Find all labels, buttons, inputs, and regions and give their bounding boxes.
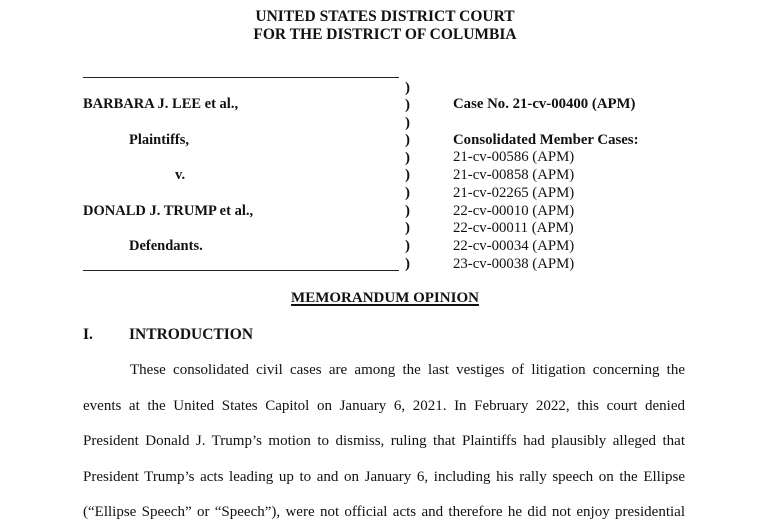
member-case: 22-cv-00011 (APM) — [453, 220, 574, 236]
paren: ) — [405, 132, 410, 148]
paren: ) — [405, 150, 410, 166]
paren: ) — [405, 167, 410, 183]
court-district: FOR THE DISTRICT OF COLUMBIA — [253, 26, 517, 43]
paren: ) — [405, 185, 410, 201]
paren: ) — [405, 203, 410, 219]
member-case: 23-cv-00038 (APM) — [453, 256, 575, 272]
member-case: 21-cv-02265 (APM) — [453, 185, 575, 201]
body-line: events at the United States Capitol on January 6, 2021. In February 2022, this court denied — [83, 398, 685, 414]
member-case: 21-cv-00586 (APM) — [453, 149, 575, 165]
section-number: I. — [83, 326, 93, 343]
versus: v. — [175, 167, 186, 183]
body-line: (“Ellipse Speech” or “Speech”), were not official acts and therefore he did not enjoy presidential — [83, 504, 685, 520]
case-number: Case No. 21-cv-00400 (APM) — [453, 96, 636, 112]
member-case: 22-cv-00034 (APM) — [453, 238, 575, 254]
defendant-name: DONALD J. TRUMP et al., — [83, 203, 254, 219]
paren: ) — [405, 238, 410, 254]
consolidated-heading: Consolidated Member Cases: — [453, 132, 639, 148]
opinion-title-text: MEMORANDUM OPINION — [291, 290, 479, 306]
body-line: These consolidated civil cases are among the last vestiges of litigation concerning the — [130, 362, 685, 378]
member-case: 22-cv-00010 (APM) — [453, 203, 575, 219]
opinion-title — [0, 290, 770, 307]
defendant-role: Defendants. — [129, 238, 203, 254]
paren: ) — [405, 97, 410, 113]
court-name: UNITED STATES DISTRICT COURT — [255, 8, 515, 25]
caption-bottom-rule — [83, 270, 399, 271]
paren: ) — [405, 220, 410, 236]
paren: ) — [405, 115, 410, 131]
caption-top-rule — [83, 77, 399, 78]
section-heading: INTRODUCTION — [129, 326, 254, 343]
plaintiff-name: BARBARA J. LEE et al., — [83, 96, 239, 112]
body-line: President Donald J. Trump’s motion to dismiss, ruling that Plaintiffs had plausibly alleged that — [83, 433, 685, 449]
plaintiff-role: Plaintiffs, — [129, 132, 190, 148]
body-line: President Trump’s acts leading up to and on January 6, including his rally speech on the Ellipse — [83, 469, 685, 485]
member-case: 21-cv-00858 (APM) — [453, 167, 575, 183]
paren: ) — [405, 256, 410, 272]
paren: ) — [405, 80, 410, 96]
